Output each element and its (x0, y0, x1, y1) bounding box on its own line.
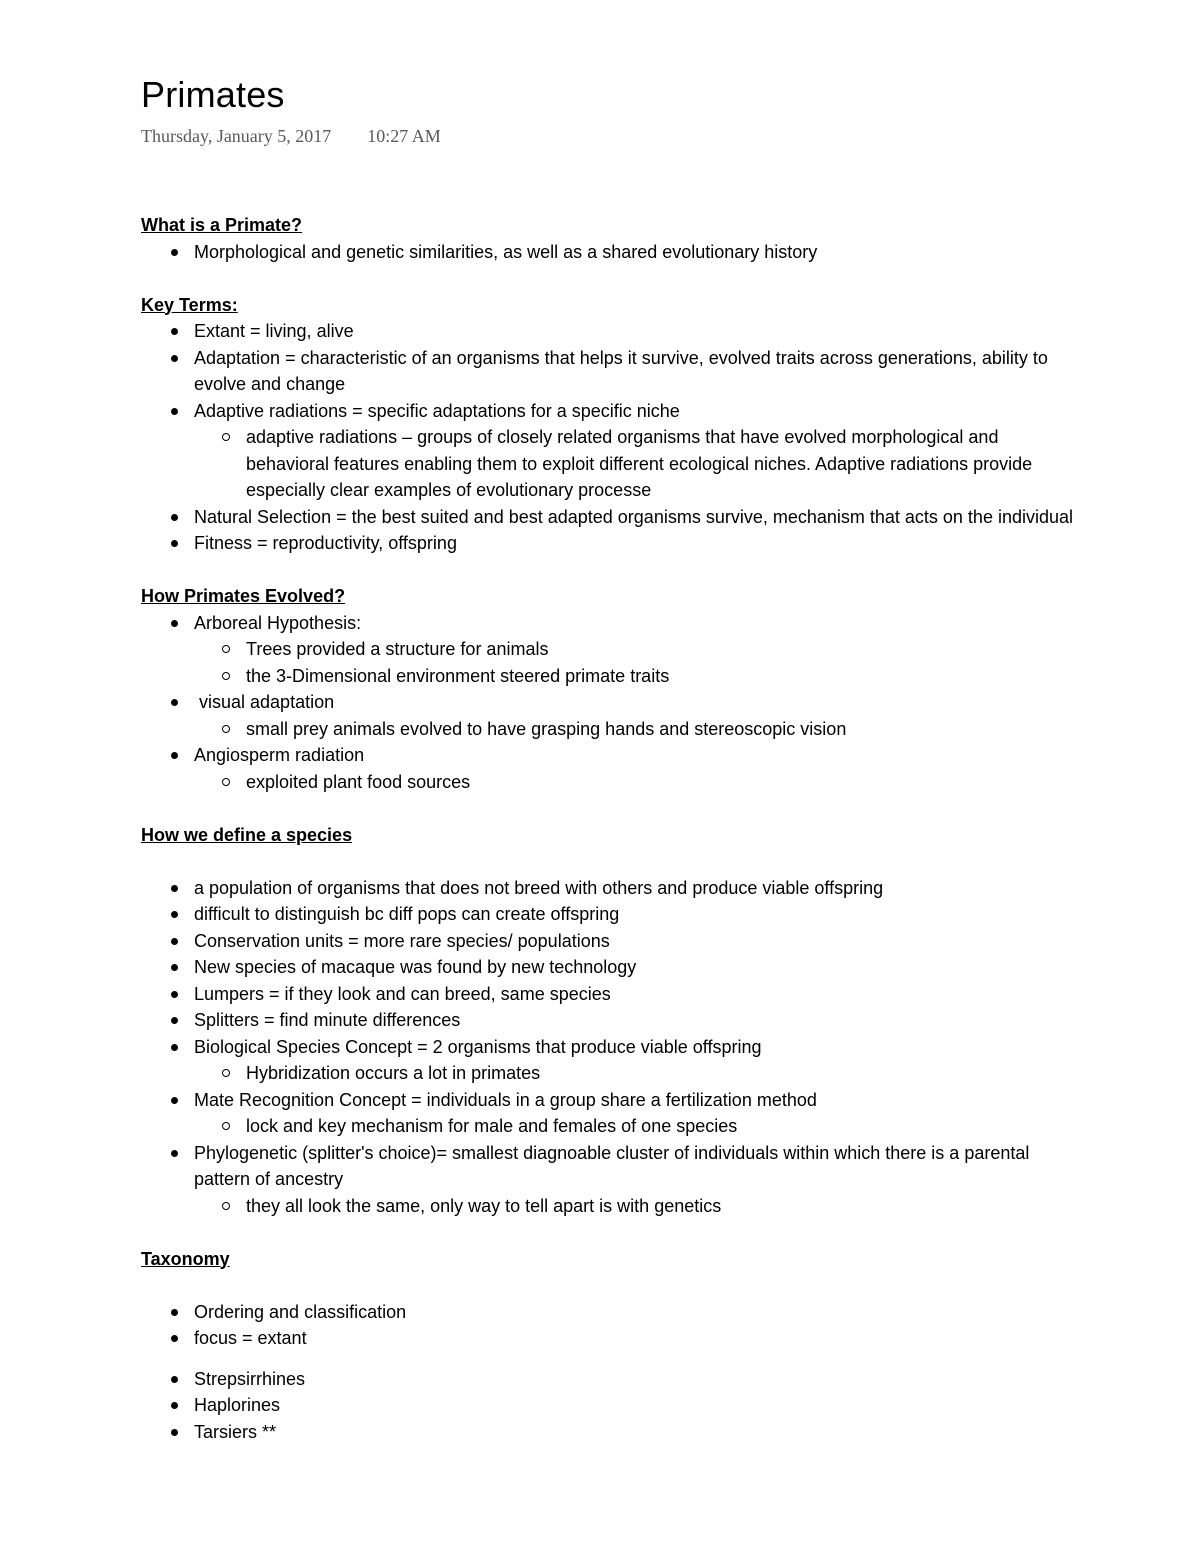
list-item (141, 1140, 1081, 1220)
heading-what-is-a-primate: What is a Primate? (141, 215, 303, 235)
list-item: Tarsiers ** (141, 1419, 1081, 1446)
list-taxonomy (141, 1299, 1081, 1352)
sublist (194, 1193, 1081, 1220)
note-body (141, 212, 1081, 1445)
sublist (194, 636, 1081, 689)
list-item-text: Biological Species Concept = 2 organisms that produce viable offspring (194, 1036, 762, 1057)
sublist-item: adaptive radiations – groups of closely related organisms that have evolved morphological and behavioral features enabling them to exploit different ecological niches. Adaptive radiations provide especially clear examples of evolutionary processe (194, 424, 1081, 504)
list-what-is-a-primate (141, 239, 1081, 266)
sublist-item: exploited plant food sources (194, 769, 1081, 796)
sublist (194, 1113, 1081, 1140)
sublist (194, 716, 1081, 743)
heading-taxonomy: Taxonomy (141, 1248, 230, 1269)
sublist-item: Hybridization occurs a lot in primates (194, 1060, 1081, 1087)
list-item (141, 1087, 1081, 1140)
note-timestamp (141, 126, 441, 147)
sublist (194, 769, 1081, 796)
list-item (141, 398, 1081, 504)
list-item: Strepsirrhines (141, 1366, 1081, 1393)
list-item-text: visual adaptation (194, 692, 335, 712)
sublist-item: they all look the same, only way to tell apart is with genetics (194, 1193, 1081, 1220)
heading-key-terms: Key Terms: (141, 294, 238, 315)
list-item-text: Angiosperm radiation (194, 745, 365, 765)
list-item-text: Arboreal Hypothesis: (194, 612, 362, 633)
sublist-item: the 3-Dimensional environment steered primate traits (194, 663, 1081, 690)
list-item: Adaptation = characteristic of an organisms that helps it survive, evolved traits across generations, ability to evolve and change (141, 345, 1081, 398)
note-date: Thursday, January 5, 2017 (141, 126, 332, 146)
list-taxonomy-groups (141, 1366, 1081, 1446)
note-time: 10:27 AM (367, 126, 441, 146)
list-item: Extant = living, alive (141, 318, 1081, 345)
list-item (141, 689, 1081, 742)
list-item (141, 610, 1081, 690)
list-item: difficult to distinguish bc diff pops can create offspring (141, 901, 1081, 928)
list-how-we-define-a-species (141, 875, 1081, 1220)
sublist (194, 424, 1081, 504)
list-item: a population of organisms that does not breed with others and produce viable offspring (141, 875, 1081, 902)
list-key-terms (141, 318, 1081, 557)
sublist (194, 1060, 1081, 1087)
sublist-item: Trees provided a structure for animals (194, 636, 1081, 663)
list-item: Fitness = reproductivity, offspring (141, 530, 1081, 557)
list-item-text: Adaptive radiations = specific adaptations for a specific niche (194, 400, 680, 421)
heading-how-we-define-a-species: How we define a species (141, 824, 353, 845)
list-item-text: Mate Recognition Concept = individuals in a group share a fertilization method (194, 1089, 817, 1110)
page-title: Primates (141, 74, 285, 115)
list-item: Splitters = find minute differences (141, 1007, 1081, 1034)
list-item: Conservation units = more rare species/ populations (141, 928, 1081, 955)
list-item-text: Phylogenetic (splitter's choice)= smallest diagnoable cluster of individuals within which there is a parental pattern of ancestry (194, 1142, 1030, 1189)
list-item (141, 742, 1081, 795)
list-item: focus = extant (141, 1325, 1081, 1352)
list-item: Haplorines (141, 1392, 1081, 1419)
list-item: Ordering and classification (141, 1299, 1081, 1326)
sublist-item: lock and key mechanism for male and females of one species (194, 1113, 1081, 1140)
list-item: Natural Selection = the best suited and best adapted organisms survive, mechanism that acts on the individual (141, 504, 1081, 531)
list-item: Morphological and genetic similarities, as well as a shared evolutionary history (141, 239, 1081, 266)
sublist-item: small prey animals evolved to have grasping hands and stereoscopic vision (194, 716, 1081, 743)
list-item: New species of macaque was found by new technology (141, 954, 1081, 981)
list-item: Lumpers = if they look and can breed, same species (141, 981, 1081, 1008)
heading-how-primates-evolved: How Primates Evolved? (141, 586, 346, 606)
list-how-primates-evolved (141, 610, 1081, 796)
list-item (141, 1034, 1081, 1087)
